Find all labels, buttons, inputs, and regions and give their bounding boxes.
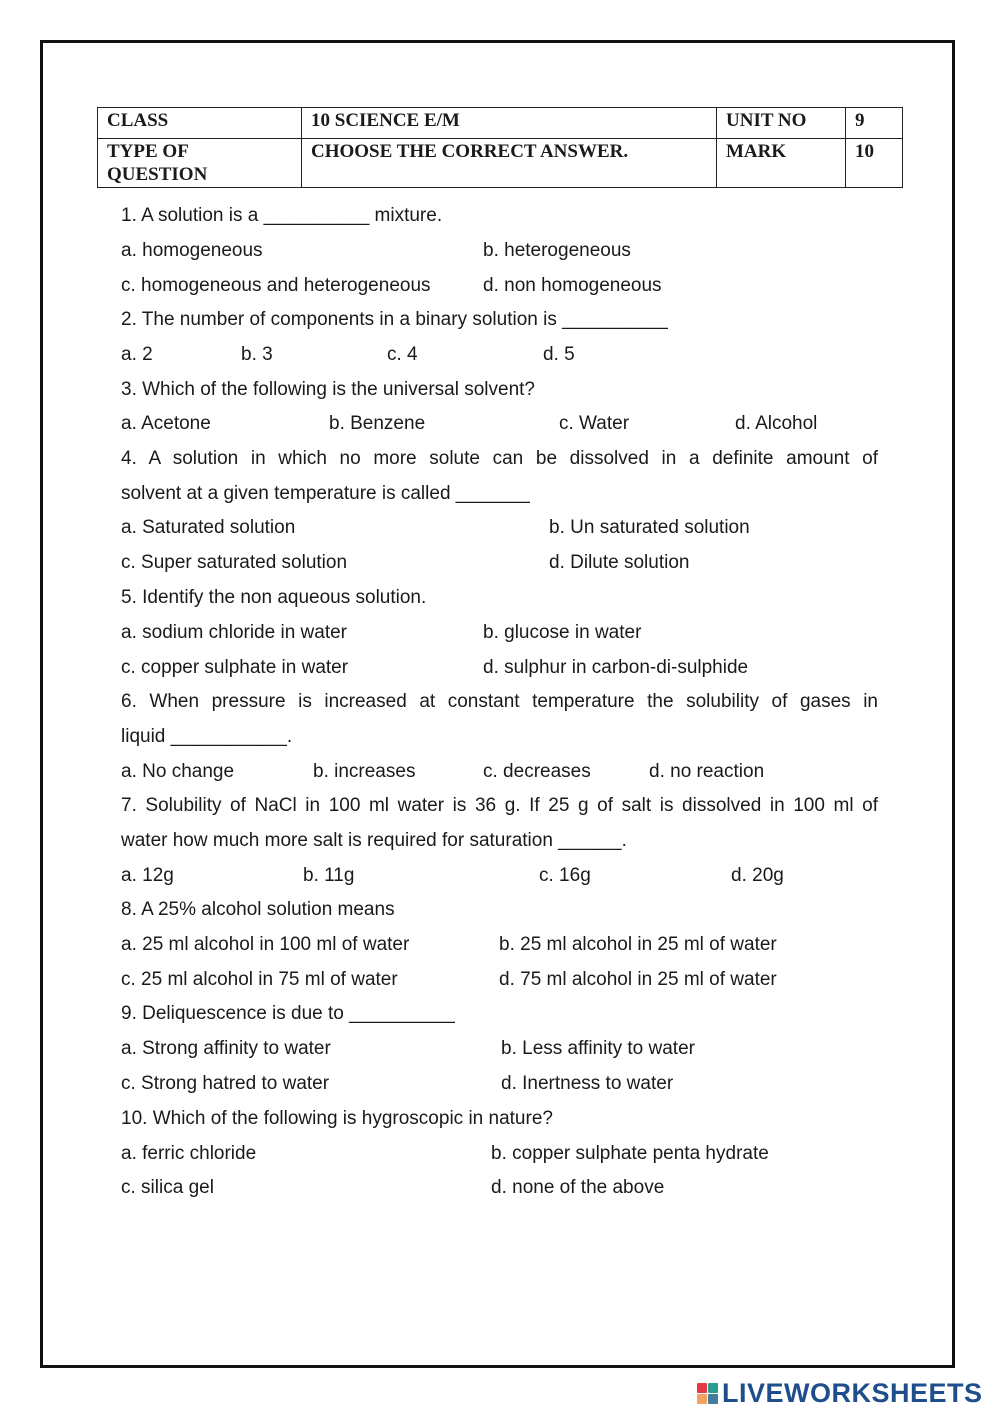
option-c[interactable]: c. decreases (483, 761, 591, 782)
class-value: 10 SCIENCE E/M (302, 108, 717, 139)
option-b[interactable]: b. 25 ml alcohol in 25 ml of water (499, 934, 777, 955)
option-a[interactable]: a. Acetone (121, 413, 211, 434)
option-d[interactable]: d. 75 ml alcohol in 25 ml of water (499, 969, 777, 990)
logo-square (697, 1394, 707, 1404)
unit-label: UNIT NO (717, 108, 846, 139)
unit-value: 9 (846, 108, 903, 139)
option-b[interactable]: b. 11g (303, 865, 355, 886)
question-8: 8. A 25% alcohol solution means (121, 899, 395, 920)
option-c[interactable]: c. Strong hatred to water (121, 1073, 330, 1094)
option-c[interactable]: c. silica gel (121, 1177, 214, 1198)
option-b[interactable]: b. Un saturated solution (549, 517, 750, 538)
question-3: 3. Which of the following is the universal solvent? (121, 379, 535, 400)
option-d[interactable]: d. Alcohol (735, 413, 818, 434)
header-row-class (98, 108, 903, 139)
question-6-line-1: 6. When pressure is increased at constant temperature the solubility of gases in (121, 691, 878, 712)
option-d[interactable]: d. Dilute solution (549, 552, 690, 573)
option-a[interactable]: a. Saturated solution (121, 517, 296, 538)
question-7-line-1: 7. Solubility of NaCl in 100 ml water is 36 g. If 25 g of salt is dissolved in 100 ml of (121, 795, 878, 816)
question-6-line-2: liquid ___________. (121, 726, 293, 747)
liveworksheets-logo[interactable] (697, 1378, 983, 1408)
logo-square (708, 1394, 718, 1404)
question-7-line-2: water how much more salt is required for saturation ______. (121, 830, 627, 851)
option-d[interactable]: d. no reaction (649, 761, 765, 782)
option-a[interactable]: a. 25 ml alcohol in 100 ml of water (121, 934, 410, 955)
type-label: TYPE OF QUESTION (98, 139, 302, 188)
option-a[interactable]: a. ferric chloride (121, 1143, 257, 1164)
option-c[interactable]: c. homogeneous and heterogeneous (121, 275, 431, 296)
option-d[interactable]: d. 5 (543, 344, 575, 365)
option-a[interactable]: a. Strong affinity to water (121, 1038, 331, 1059)
option-d[interactable]: d. 20g (731, 865, 784, 886)
option-c[interactable]: c. 25 ml alcohol in 75 ml of water (121, 969, 398, 990)
header-table (97, 107, 903, 188)
mark-label: MARK (717, 139, 846, 188)
logo-square (708, 1383, 718, 1393)
question-4-line-1: 4. A solution in which no more solute can be dissolved in a definite amount of (121, 448, 878, 469)
option-d[interactable]: d. non homogeneous (483, 275, 662, 296)
option-b[interactable]: b. Less affinity to water (501, 1038, 695, 1059)
option-a[interactable]: a. No change (121, 761, 235, 782)
question-2: 2. The number of components in a binary solution is __________ (121, 309, 668, 330)
option-c[interactable]: c. 4 (387, 344, 418, 365)
option-d[interactable]: d. Inertness to water (501, 1073, 674, 1094)
type-value: CHOOSE THE CORRECT ANSWER. (302, 139, 717, 188)
option-d[interactable]: d. none of the above (491, 1177, 665, 1198)
liveworksheets-logo-icon (697, 1383, 718, 1404)
option-c[interactable]: c. copper sulphate in water (121, 657, 349, 678)
option-b[interactable]: b. glucose in water (483, 622, 642, 643)
option-b[interactable]: b. heterogeneous (483, 240, 631, 261)
logo-square (697, 1383, 707, 1393)
question-5: 5. Identify the non aqueous solution. (121, 587, 427, 608)
option-d[interactable]: d. sulphur in carbon-di-sulphide (483, 657, 749, 678)
header-row-type (98, 139, 903, 188)
option-b[interactable]: b. 3 (241, 344, 273, 365)
option-b[interactable]: b. copper sulphate penta hydrate (491, 1143, 769, 1164)
option-c[interactable]: c. 16g (539, 865, 591, 886)
option-b[interactable]: b. increases (313, 761, 416, 782)
option-c[interactable]: c. Water (559, 413, 630, 434)
option-a[interactable]: a. 12g (121, 865, 174, 886)
option-a[interactable]: a. homogeneous (121, 240, 263, 261)
class-label: CLASS (98, 108, 302, 139)
option-c[interactable]: c. Super saturated solution (121, 552, 348, 573)
question-4-line-2: solvent at a given temperature is called _______ (121, 483, 530, 504)
option-a[interactable]: a. sodium chloride in water (121, 622, 347, 643)
question-1: 1. A solution is a __________ mixture. (121, 205, 443, 226)
option-b[interactable]: b. Benzene (329, 413, 426, 434)
question-10: 10. Which of the following is hygroscopic in nature? (121, 1108, 553, 1129)
mark-value: 10 (846, 139, 903, 188)
question-9: 9. Deliquescence is due to __________ (121, 1003, 455, 1024)
liveworksheets-wordmark: LIVEWORKSHEETS (722, 1377, 983, 1408)
option-a[interactable]: a. 2 (121, 344, 153, 365)
